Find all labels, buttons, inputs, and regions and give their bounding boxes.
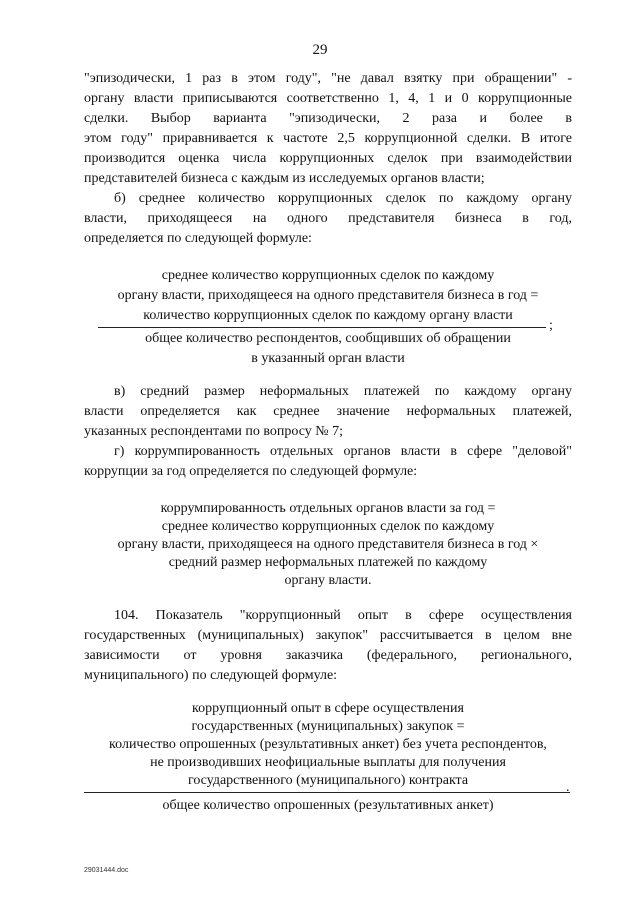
- text-line: в) средний размер неформальных платежей по каждому органу: [114, 384, 572, 399]
- text-line: г) коррумпированность отдельных органов власти в сфере "деловой": [114, 444, 572, 459]
- text-line: сделки. Выбор варианта "эпизодически, 2 раза и более в: [84, 111, 572, 126]
- text-line: количество коррупционных сделок по каждому органу власти: [143, 308, 513, 323]
- footer-filename: 29031444.doc: [84, 867, 129, 874]
- text-line: коррупции за год определяется по следующей формуле:: [84, 464, 418, 479]
- text-line: этом году" приравнивается к частоте 2,5 коррупционной сделки. В итоге: [84, 131, 572, 146]
- text-line: определяется по следующей формуле:: [84, 231, 312, 246]
- text-line: не производивших неофициальные выплаты для получения: [150, 755, 506, 770]
- text-line: производится оценка числа коррупционных сделок при взаимодействии: [84, 151, 572, 166]
- text-line: 104. Показатель "коррупционный опыт в сфере осуществления: [114, 608, 572, 623]
- text-line: государственного (муниципального) контракта: [187, 773, 469, 788]
- formula-3-terminator: .: [566, 780, 570, 795]
- text-line: зависимости от уровня заказчика (федерального, регионального,: [84, 648, 572, 663]
- text-line: количество опрошенных (результативных анкет) без учета респондентов,: [109, 737, 547, 752]
- text-line: среднее количество коррупционных сделок по каждому: [161, 268, 495, 283]
- text-line: муниципального) по следующей формуле:: [84, 668, 338, 683]
- text-line: указанных респондентами по вопросу № 7;: [84, 424, 344, 439]
- text-line: власти, приходящееся на одного представителя бизнеса в год,: [84, 211, 572, 226]
- text-line: среднее количество коррупционных сделок по каждому: [161, 519, 495, 534]
- text-line: б) среднее количество коррупционных сделок по каждому органу: [114, 191, 572, 206]
- text-line: общее количество респондентов, сообщивших об обращении: [145, 331, 511, 346]
- text-line: власти определяется как среднее значение неформальных платежей,: [84, 404, 572, 419]
- text-line: в указанный орган власти: [251, 351, 405, 366]
- formula-1-terminator: ;: [549, 318, 553, 333]
- text-line: государственных (муниципальных) закупок" рассчитывается в целом вне: [84, 628, 572, 643]
- page-number: 29: [312, 42, 328, 58]
- text-line: органу власти.: [284, 573, 372, 588]
- text-line: государственных (муниципальных) закупок =: [191, 719, 465, 734]
- text-line: органу власти приписываются соответственно 1, 4, 1 и 0 коррупционные: [84, 91, 572, 106]
- text-line: средний размер неформальных платежей по каждому: [168, 555, 488, 570]
- text-line: органу власти, приходящееся на одного представителя бизнеса в год ×: [117, 537, 539, 552]
- text-line: органу власти, приходящееся на одного представителя бизнеса в год =: [117, 288, 539, 303]
- text-line: коррумпированность отдельных органов власти за год =: [160, 501, 496, 516]
- fraction-bar-2: [84, 792, 570, 793]
- text-line: "эпизодически, 1 раз в этом году", "не давал взятку при обращении" -: [84, 71, 572, 86]
- text-line: коррупционный опыт в сфере осуществления: [192, 701, 464, 716]
- text-line: представителей бизнеса с каждым из исследуемых органов власти;: [84, 171, 485, 186]
- fraction-bar-1: [98, 327, 546, 328]
- text-line: общее количество опрошенных (результативных анкет): [162, 798, 494, 813]
